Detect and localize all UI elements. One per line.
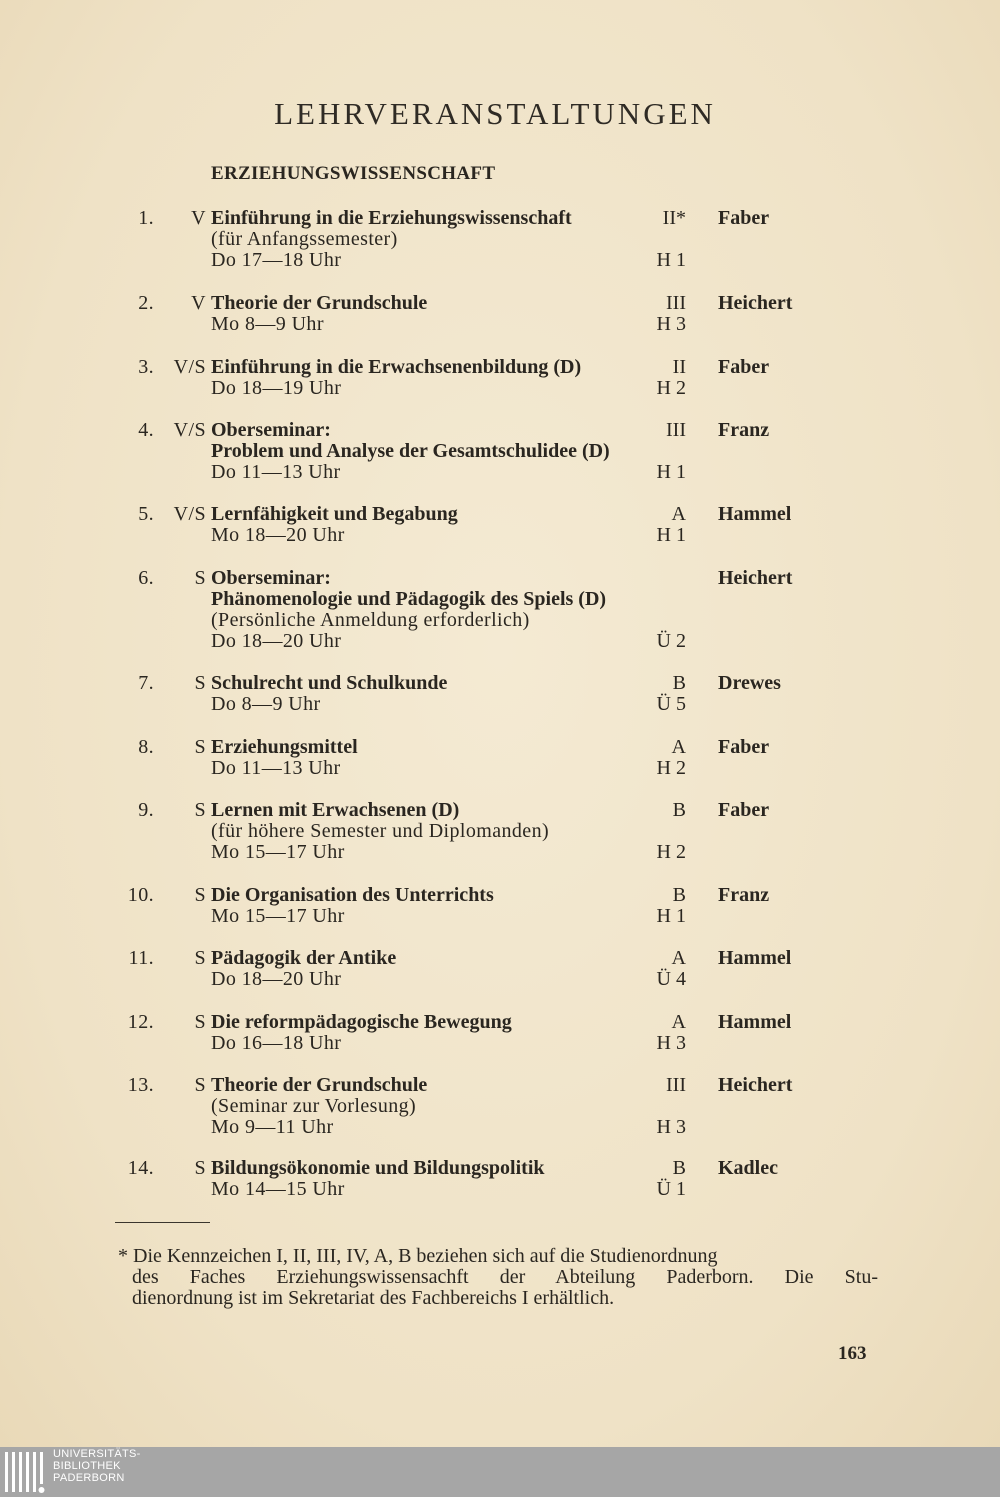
course-time-line: [0, 314, 1000, 335]
course-time-line: [0, 842, 1000, 863]
course-time: Mo 9—11 Uhr: [211, 1116, 334, 1138]
course-note-line: [0, 1096, 1000, 1117]
page-title: LEHRVERANSTALTUNGEN: [274, 96, 716, 131]
course-number: 12.: [127, 1011, 154, 1033]
course-number: 10.: [127, 884, 154, 906]
course-time-line: [0, 250, 1000, 271]
course-type: S: [194, 799, 206, 821]
course-title: Bildungsökonomie und Bildungspolitik: [211, 1157, 545, 1179]
course-code: A: [671, 1011, 686, 1033]
course-room: H 1: [656, 249, 686, 271]
course-type: S: [194, 1157, 206, 1179]
course-note-line: [0, 229, 1000, 250]
course-lecturer: Hammel: [718, 1011, 792, 1033]
course-title: Einführung in die Erziehungswissenschaft: [211, 207, 572, 229]
course-lecturer: Franz: [718, 419, 770, 441]
course-code: A: [671, 736, 686, 758]
course-lecturer: Heichert: [718, 292, 793, 314]
page-number: 163: [838, 1343, 867, 1364]
footnote-line-3: dienordnung ist im Sekretariat des Fachbereichs I erhältlich.: [132, 1287, 615, 1309]
course-lecturer: Hammel: [718, 503, 792, 525]
course-header-line: [0, 208, 1000, 229]
course-header-line: [0, 357, 1000, 378]
course-time-line: [0, 1179, 1000, 1200]
course-header-line: [0, 568, 1000, 589]
course-time: Do 8—9 Uhr: [211, 693, 321, 715]
course-header-line: [0, 1012, 1000, 1033]
course-note: (für höhere Semester und Diplomanden): [211, 820, 550, 842]
course-type: V: [191, 292, 206, 314]
course-number: 6.: [138, 567, 154, 589]
course-title: Oberseminar:: [211, 567, 331, 589]
course-code: II*: [662, 207, 686, 229]
course-subtitle-line: [0, 589, 1000, 610]
course-time: Do 18—20 Uhr: [211, 630, 342, 652]
course-time: Mo 8—9 Uhr: [211, 313, 324, 335]
library-footer-bar: [0, 1447, 1000, 1497]
course-time-line: [0, 906, 1000, 927]
course-room: H 1: [656, 905, 686, 927]
course-time-line: [0, 1117, 1000, 1138]
course-room: H 2: [656, 377, 686, 399]
course-time: Mo 15—17 Uhr: [211, 841, 345, 863]
course-title: Schulrecht und Schulkunde: [211, 672, 448, 694]
course-header-line: [0, 800, 1000, 821]
course-lecturer: Franz: [718, 884, 770, 906]
course-title: Theorie der Grundschule: [211, 1074, 428, 1096]
course-room: Ü 5: [656, 693, 686, 715]
library-logo-icon: [4, 1449, 48, 1495]
course-type: S: [194, 947, 206, 969]
course-room: H 3: [656, 1032, 686, 1054]
course-lecturer: Kadlec: [718, 1157, 778, 1179]
course-time-line: [0, 378, 1000, 399]
course-title: Lernen mit Erwachsenen (D): [211, 799, 460, 821]
course-code: II: [672, 356, 686, 378]
course-type: S: [194, 1011, 206, 1033]
course-code: B: [672, 672, 686, 694]
course-lecturer: Hammel: [718, 947, 792, 969]
footnote-line-1: * Die Kennzeichen I, II, III, IV, A, B beziehen sich auf die Studienordnung: [118, 1245, 718, 1267]
course-type: V/S: [173, 356, 206, 378]
course-code: III: [666, 419, 686, 441]
course-header-line: [0, 420, 1000, 441]
course-title: Die Organisation des Unterrichts: [211, 884, 494, 906]
course-time: Mo 14—15 Uhr: [211, 1178, 345, 1200]
course-room: H 1: [656, 461, 686, 483]
course-type: S: [194, 736, 206, 758]
course-time: Do 17—18 Uhr: [211, 249, 342, 271]
course-number: 7.: [138, 672, 154, 694]
course-number: 2.: [138, 292, 154, 314]
course-time-line: [0, 525, 1000, 546]
course-subtitle-line: [0, 441, 1000, 462]
course-number: 5.: [138, 503, 154, 525]
course-time: Do 18—19 Uhr: [211, 377, 342, 399]
footnote-divider: [115, 1222, 210, 1223]
course-type: V: [191, 207, 206, 229]
course-time: Do 11—13 Uhr: [211, 461, 341, 483]
footnote-line-2: des Faches Erziehungswissensachft der Abteilung Paderborn. Die Stu-: [132, 1266, 878, 1288]
course-title: Die reformpädagogische Bewegung: [211, 1011, 512, 1033]
course-time: Do 18—20 Uhr: [211, 968, 342, 990]
course-code: A: [671, 503, 686, 525]
course-room: Ü 4: [656, 968, 686, 990]
course-header-line: [0, 504, 1000, 525]
course-type: S: [194, 1074, 206, 1096]
course-lecturer: Faber: [718, 736, 770, 758]
course-room: Ü 2: [656, 630, 686, 652]
course-header-line: [0, 673, 1000, 694]
course-type: S: [194, 567, 206, 589]
course-title: Oberseminar:: [211, 419, 331, 441]
course-code: A: [671, 947, 686, 969]
course-time: Do 11—13 Uhr: [211, 757, 341, 779]
course-number: 8.: [138, 736, 154, 758]
course-title: Pädagogik der Antike: [211, 947, 397, 969]
course-title: Einführung in die Erwachsenenbildung (D): [211, 356, 582, 378]
course-room: H 3: [656, 1116, 686, 1138]
course-header-line: [0, 1158, 1000, 1179]
course-number: 1.: [138, 207, 154, 229]
section-heading: ERZIEHUNGSWISSENSCHAFT: [211, 163, 496, 184]
course-code: B: [672, 1157, 686, 1179]
course-time: Mo 18—20 Uhr: [211, 524, 345, 546]
course-title: Erziehungsmittel: [211, 736, 358, 758]
course-lecturer: Drewes: [718, 672, 781, 694]
course-time: Mo 15—17 Uhr: [211, 905, 345, 927]
course-header-line: [0, 885, 1000, 906]
course-number: 11.: [128, 947, 154, 969]
course-type: V/S: [173, 503, 206, 525]
course-note-line: [0, 821, 1000, 842]
course-code: III: [666, 292, 686, 314]
course-room: H 2: [656, 841, 686, 863]
course-lecturer: Faber: [718, 207, 770, 229]
course-subtitle: Phänomenologie und Pädagogik des Spiels (D): [211, 588, 607, 610]
course-note: (Seminar zur Vorlesung): [211, 1095, 417, 1117]
course-code: B: [672, 799, 686, 821]
course-room: H 3: [656, 313, 686, 335]
course-time-line: [0, 462, 1000, 483]
course-title: Theorie der Grundschule: [211, 292, 428, 314]
course-code: III: [666, 1074, 686, 1096]
course-type: S: [194, 884, 206, 906]
course-time-line: [0, 758, 1000, 779]
course-number: 9.: [138, 799, 154, 821]
course-lecturer: Faber: [718, 799, 770, 821]
course-lecturer: Heichert: [718, 567, 793, 589]
course-room: Ü 1: [656, 1178, 686, 1200]
course-type: V/S: [173, 419, 206, 441]
course-note-line: [0, 610, 1000, 631]
course-header-line: [0, 1075, 1000, 1096]
course-title: Lernfähigkeit und Begabung: [211, 503, 458, 525]
course-number: 13.: [127, 1074, 154, 1096]
course-time-line: [0, 1033, 1000, 1054]
course-time-line: [0, 631, 1000, 652]
course-subtitle: Problem und Analyse der Gesamtschulidee (D): [211, 440, 610, 462]
course-room: H 1: [656, 524, 686, 546]
course-number: 14.: [127, 1157, 154, 1179]
course-type: S: [194, 672, 206, 694]
course-number: 4.: [138, 419, 154, 441]
course-code: B: [672, 884, 686, 906]
course-note: (Persönliche Anmeldung erforderlich): [211, 609, 530, 631]
course-room: H 2: [656, 757, 686, 779]
course-lecturer: Faber: [718, 356, 770, 378]
course-header-line: [0, 293, 1000, 314]
course-time: Do 16—18 Uhr: [211, 1032, 342, 1054]
library-name: UNIVERSITÄTS- BIBLIOTHEK PADERBORN: [53, 1448, 141, 1484]
course-time-line: [0, 694, 1000, 715]
course-lecturer: Heichert: [718, 1074, 793, 1096]
course-time-line: [0, 969, 1000, 990]
footnote: [118, 1246, 878, 1309]
course-note: (für Anfangssemester): [211, 228, 398, 250]
course-header-line: [0, 737, 1000, 758]
course-number: 3.: [138, 356, 154, 378]
course-header-line: [0, 948, 1000, 969]
